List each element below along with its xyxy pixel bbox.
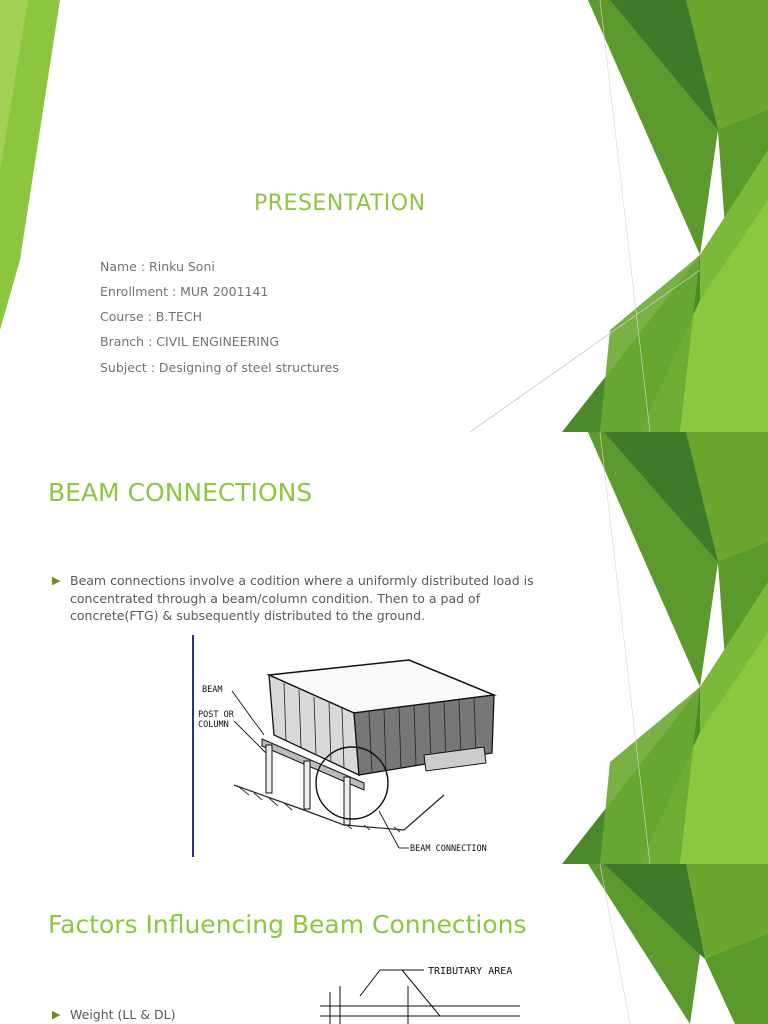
label-column: COLUMN <box>198 720 229 730</box>
bullet-arrow-icon: ▶ <box>52 1008 61 1021</box>
slide-beam-connections <box>0 432 768 864</box>
label-tributary-area: TRIBUTARY AREA <box>428 966 513 977</box>
enrollment-line: Enrollment : MUR 2001141 <box>100 284 269 299</box>
subject-line: Subject : Designing of steel structures <box>100 360 339 375</box>
name-line: Name : Rinku Soni <box>100 259 215 274</box>
beam-connections-heading: BEAM CONNECTIONS <box>48 478 313 507</box>
course-line: Course : B.TECH <box>100 309 203 324</box>
slide-title <box>0 0 768 432</box>
branch-line: Branch : CIVIL ENGINEERING <box>100 334 280 349</box>
bullet-line: concentrated through a beam/column condition. Then to a pad of <box>70 590 481 606</box>
tributary-area-drawing <box>290 956 570 1024</box>
slide-factors <box>0 864 768 1024</box>
label-beam: BEAM <box>202 685 223 695</box>
bullet-arrow-icon: ▶ <box>52 574 61 587</box>
bullet-paragraph <box>70 572 534 625</box>
presentation-title: PRESENTATION <box>254 191 426 216</box>
bullet-line: Beam connections involve a codition where a uniformly distributed load is <box>70 573 534 588</box>
factors-heading: Factors Influencing Beam Connections <box>48 910 527 939</box>
bullet-weight: Weight (LL & DL) <box>70 1007 176 1022</box>
beam-connection-drawing <box>194 635 519 857</box>
label-beam-connection: BEAM CONNECTION <box>410 844 487 854</box>
label-post-or: POST OR <box>198 710 234 720</box>
beam-connection-figure <box>192 635 519 857</box>
bullet-line: concrete(FTG) & subsequently distributed to the ground. <box>70 608 425 623</box>
